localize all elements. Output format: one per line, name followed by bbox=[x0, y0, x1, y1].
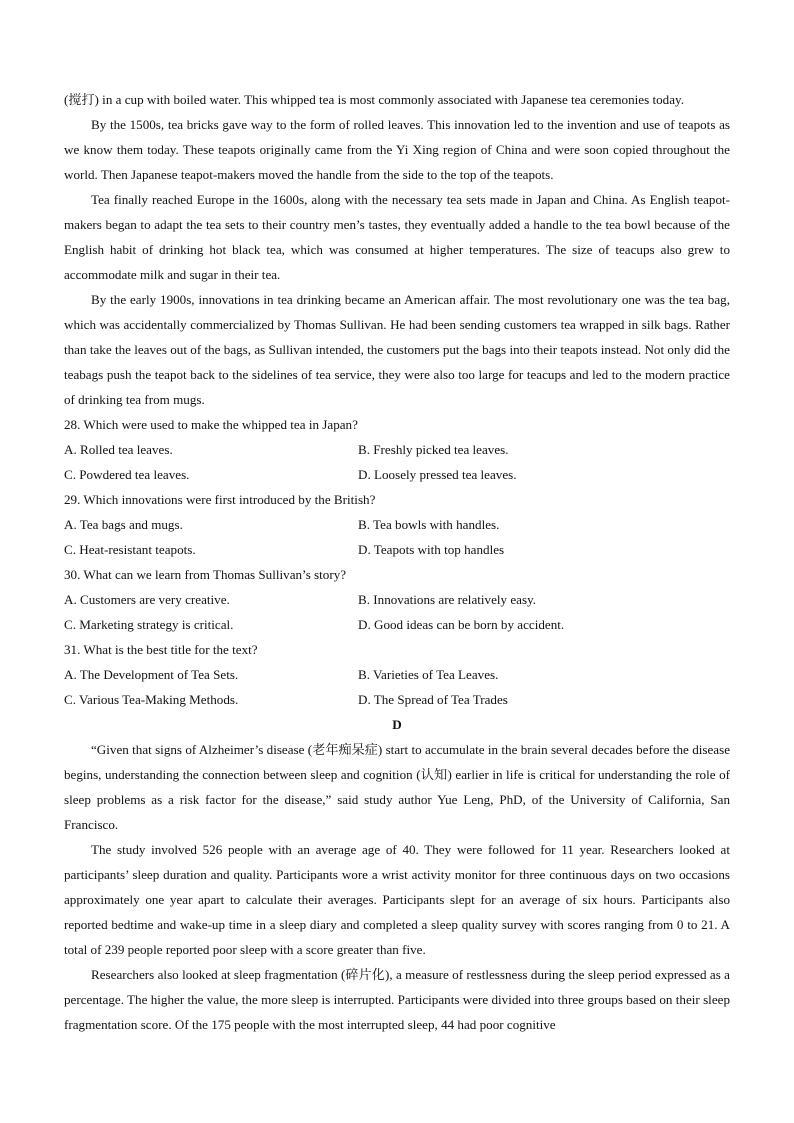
options-row bbox=[64, 537, 730, 562]
option-d: D. Good ideas can be born by accident. bbox=[358, 617, 565, 632]
options-row bbox=[64, 587, 730, 612]
passage-d-paragraph-2: The study involved 526 people with an average age of 40. They were followed for 11 year. Researchers looked at participants’ sleep duration and quality. Participants wore a wrist activity monitor for three continuous days on two occasions approximately one year apart to calculate their averages. Participants slept for an average of six hours. Participants also reported bedtime and wake-up time in a sleep diary and completed a sleep quality survey with scores ranging from 0 to 21. A total of 239 people reported poor sleep with a score greater than five. bbox=[64, 842, 730, 957]
passage-c-paragraph-1: (搅打) in a cup with boiled water. This whipped tea is most commonly associated with Japanese tea ceremonies today. bbox=[64, 92, 684, 107]
section-d-heading: D bbox=[392, 717, 402, 732]
option-d: D. Teapots with top handles bbox=[358, 542, 505, 557]
option-a: A. The Development of Tea Sets. bbox=[64, 667, 239, 682]
question-28 bbox=[64, 412, 730, 487]
question-stem: 28. Which were used to make the whipped tea in Japan? bbox=[64, 417, 358, 432]
question-29 bbox=[64, 487, 730, 562]
passage-c-paragraph-3: Tea finally reached Europe in the 1600s, along with the necessary tea sets made in Japan and China. As English teapot-makers began to adapt the tea sets to their country men’s tastes, they eventually added a handle to the tea bowl because of the English habit of drinking hot black tea, which was consumed at higher temperatures. The size of teacups also grew to accommodate milk and sugar in their tea. bbox=[64, 192, 730, 282]
options-row bbox=[64, 687, 730, 712]
option-a: A. Rolled tea leaves. bbox=[64, 442, 173, 457]
option-c: C. Powdered tea leaves. bbox=[64, 467, 190, 482]
option-a: A. Customers are very creative. bbox=[64, 592, 230, 607]
options-row bbox=[64, 437, 730, 462]
passage-d-paragraph-1: “Given that signs of Alzheimer’s disease (老年痴呆症) start to accumulate in the brain several decades before the disease begins, understanding the connection between sleep and cognition (认知) earlier in life is critical for understanding the role of sleep problems as a risk factor for the disease,” said study author Yue Leng, PhD, of the University of California, San Francisco. bbox=[64, 742, 730, 832]
option-d: D. Loosely pressed tea leaves. bbox=[358, 467, 517, 482]
question-30 bbox=[64, 562, 730, 637]
option-c: C. Heat-resistant teapots. bbox=[64, 542, 196, 557]
question-stem: 31. What is the best title for the text? bbox=[64, 642, 258, 657]
passage-c-paragraph-2: By the 1500s, tea bricks gave way to the form of rolled leaves. This innovation led to the invention and use of teapots as we know them today. These teapots originally came from the Yi Xing region of China and were soon copied throughout the world. Then Japanese teapot-makers moved the handle from the side to the top of the teapots. bbox=[64, 117, 730, 182]
option-b: B. Freshly picked tea leaves. bbox=[358, 442, 509, 457]
option-b: B. Innovations are relatively easy. bbox=[358, 592, 537, 607]
question-stem: 29. Which innovations were first introduced by the British? bbox=[64, 492, 376, 507]
passage-d-paragraph-3: Researchers also looked at sleep fragmentation (碎片化), a measure of restlessness during the sleep period expressed as a percentage. The higher the value, the more sleep is interrupted. Participants were divided into three groups based on their sleep fragmentation score. Of the 175 people with the most interrupted sleep, 44 had poor cognitive bbox=[64, 967, 730, 1032]
option-b: B. Varieties of Tea Leaves. bbox=[358, 667, 499, 682]
page-content bbox=[64, 87, 730, 1037]
option-d: D. The Spread of Tea Trades bbox=[358, 692, 508, 707]
option-a: A. Tea bags and mugs. bbox=[64, 517, 183, 532]
options-row bbox=[64, 462, 730, 487]
options-row bbox=[64, 662, 730, 687]
passage-c-paragraph-4: By the early 1900s, innovations in tea drinking became an American affair. The most revolutionary one was the tea bag, which was accidentally commercialized by Thomas Sullivan. He had been sending customers tea wrapped in silk bags. Rather than take the leaves out of the bags, as Sullivan intended, the customers put the bags into their teapots instead. Not only did the teabags push the teapot back to the sidelines of tea service, they were also too large for teacups and led to the modern practice of drinking tea from mugs. bbox=[64, 292, 730, 407]
question-stem: 30. What can we learn from Thomas Sullivan’s story? bbox=[64, 567, 347, 582]
question-31 bbox=[64, 637, 730, 712]
option-c: C. Various Tea-Making Methods. bbox=[64, 692, 239, 707]
options-row bbox=[64, 512, 730, 537]
option-b: B. Tea bowls with handles. bbox=[358, 517, 500, 532]
options-row bbox=[64, 612, 730, 637]
option-c: C. Marketing strategy is critical. bbox=[64, 617, 234, 632]
